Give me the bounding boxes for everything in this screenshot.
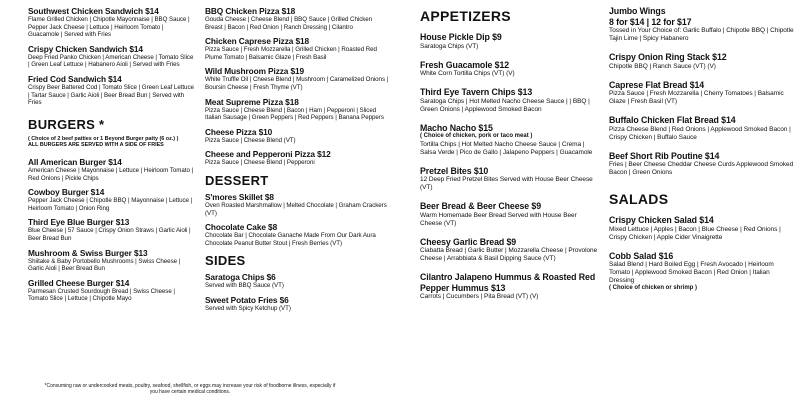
item-name: Macho Nacho $15 bbox=[420, 122, 493, 133]
menu-item-cobb-salad bbox=[609, 251, 795, 293]
menu-item-house-pickle-dip bbox=[420, 32, 600, 51]
item-desc: Pizza Sauce | Cheese Blend | Bacon | Ham | Pepperoni | Sliced Italian Sausage | Green Peppers | Red Peppers | Banana Peppers bbox=[205, 106, 384, 122]
item-name: Beer Bread & Beer Cheese $9 bbox=[420, 201, 542, 211]
menu-item-jumbo-wings bbox=[609, 6, 795, 43]
menu-item-pretzel-bites bbox=[420, 166, 600, 193]
item-name: Cheese and Pepperoni Pizza $12 bbox=[205, 149, 331, 160]
menu-item-smores-skillet bbox=[205, 192, 391, 217]
column-sandwiches-burgers bbox=[28, 6, 196, 308]
item-name: Mushroom & Swiss Burger $13 bbox=[28, 247, 148, 258]
menu-item-southwest-chicken bbox=[28, 6, 196, 39]
menu-item-buffalo-chicken-flat-bread bbox=[609, 115, 795, 142]
item-desc: Crispy Beer Battered Cod | Tomato Slice | Green Leaf Lettuce | Tartar Sauce | Garlic Aioli | Beer Bread Bun | Served with Fries bbox=[28, 83, 194, 107]
item-name: Chicken Caprese Pizza $18 bbox=[205, 36, 310, 47]
item-desc: Ciabatta Bread | Garlic Butter | Mozzarella Cheese | Provolone Cheese | Arrabbiata & Basil Dipping Sauce (VT) bbox=[420, 247, 598, 262]
menu-item-wild-mushroom-pizza bbox=[205, 66, 391, 91]
item-name: House Pickle Dip $9 bbox=[420, 32, 502, 42]
burgers-note-fries: ALL BURGERS ARE SERVED WITH A SIDE OF FRIES bbox=[28, 142, 164, 149]
item-name: Cilantro Jalapeno Hummus & Roasted Red Pepper Hummus $13 bbox=[420, 272, 596, 293]
menu-item-mushroom-swiss bbox=[28, 248, 196, 273]
item-name: Cheese Pizza $10 bbox=[205, 126, 273, 137]
item-desc: Fries | Beer Cheese Cheddar Cheese Curds Applewood Smoked Bacon | Green Onions bbox=[609, 161, 794, 176]
menu-item-meat-supreme-pizza bbox=[205, 97, 391, 122]
menu-item-third-eye-blue bbox=[28, 217, 196, 242]
item-desc: 12 Deep Fried Pretzel Bites Served with House Beer Cheese (VT) bbox=[420, 176, 593, 191]
item-desc: Saratoga Chips (VT) bbox=[420, 42, 479, 50]
menu-item-cowboy-burger bbox=[28, 187, 196, 212]
item-name: Third Eye Tavern Chips $13 bbox=[420, 87, 533, 97]
item-name: Pretzel Bites $10 bbox=[420, 165, 489, 176]
item-name: Buffalo Chicken Flat Bread $14 bbox=[609, 115, 736, 125]
item-desc: White Corn Tortilla Chips (VT) (V) bbox=[420, 70, 515, 77]
item-desc: Shiitake & Baby Portobello Mushrooms | Swiss Cheese | Garlic Aioli | Beer Bread Bun bbox=[28, 257, 181, 273]
item-subnote: ( Choice of chicken, pork or taco meat ) bbox=[420, 133, 533, 139]
foodborne-illness-disclaimer: *Consuming raw or undercooked meats, poultry, seafood, shellfish, or eggs may increase your risk of foodborne illness, especially if you have certain medical conditions. bbox=[44, 383, 336, 395]
menu-item-bbq-chicken-pizza bbox=[205, 6, 391, 31]
item-name: Caprese Flat Bread $14 bbox=[609, 79, 705, 90]
menu-item-caprese-flat-bread bbox=[609, 80, 795, 107]
item-name: Meat Supreme Pizza $18 bbox=[205, 96, 299, 107]
item-desc: Mixed Lettuce | Apples | Bacon | Blue Cheese | Red Onions | Crispy Chicken | Apple Cider Vinaigrette bbox=[609, 225, 781, 241]
item-desc: American Cheese | Mayonnaise | Lettuce | Heirloom Tomato | Red Onions | Pickle Chips bbox=[28, 166, 194, 182]
menu-item-cheese-pepperoni-pizza bbox=[205, 149, 391, 167]
item-name: Wild Mushroom Pizza $19 bbox=[205, 66, 305, 77]
item-desc: Served with Spicy Ketchup (VT) bbox=[205, 304, 291, 312]
item-desc: Parmesan Crusted Sourdough Bread | Swiss Cheese | Tomato Slice | Lettuce | Chipotle Mayo bbox=[28, 287, 175, 303]
menu-item-beer-bread bbox=[420, 201, 600, 228]
item-desc: Blue Cheese | 57 Sauce | Crispy Onion Straws | Garlic Aioli | Beer Bread Bun bbox=[28, 227, 191, 242]
item-desc: Pizza Sauce | Cheese Blend (VT) bbox=[205, 136, 296, 144]
item-name: Jumbo Wings bbox=[609, 6, 666, 16]
item-desc: Pizza Cheese Blend | Red Onions | Applewood Smoked Bacon | Crispy Chicken | Buffalo Sauce bbox=[609, 125, 791, 141]
menu-item-fried-cod bbox=[28, 74, 196, 107]
item-desc: Oven Roasted Marshmallow | Melted Chocolate | Graham Crackers (VT) bbox=[205, 201, 387, 217]
item-desc: Warm Homemade Beer Bread Served with House Beer Cheese (VT) bbox=[420, 211, 577, 227]
item-desc: Flame Grilled Chicken | Chipotle Mayonnaise | BBQ Sauce | Pepper Jack Cheese | Lettuce | Heirloom Tomato | Guacamole | Served with Fries bbox=[28, 16, 190, 39]
item-desc: Tossed in Your Choice of: Garlic Buffalo | Chipotle BBQ | Chipotle Tajin Lime | Spicy Habanero bbox=[609, 27, 794, 42]
item-desc: Served with BBQ Sauce (VT) bbox=[205, 282, 284, 290]
item-desc: Pepper Jack Cheese | Chipotle BBQ | Mayonnaise | Lettuce | Heirloom Tomato | Onion Ring bbox=[28, 197, 193, 212]
menu-item-saratoga-chips bbox=[205, 272, 391, 290]
menu-item-onion-ring-stack bbox=[609, 52, 795, 71]
menu-item-hummus bbox=[420, 272, 600, 301]
menu-item-fresh-guacamole bbox=[420, 60, 600, 79]
item-name: Grilled Cheese Burger $14 bbox=[28, 277, 130, 288]
item-name: Southwest Chicken Sandwich $14 bbox=[28, 6, 159, 16]
item-name: Saratoga Chips $6 bbox=[205, 272, 276, 283]
menu-item-all-american bbox=[28, 157, 196, 182]
menu-item-chocolate-cake bbox=[205, 222, 391, 247]
item-desc: Saratoga Chips | Hot Melted Nacho Cheese Sauce | | BBQ | Green Onions | Applewood Smoked Bacon bbox=[420, 97, 590, 113]
menu-item-chicken-caprese-pizza bbox=[205, 36, 391, 61]
section-title-appetizers: APPETIZERS bbox=[420, 8, 511, 24]
item-name: Crispy Chicken Sandwich $14 bbox=[28, 43, 143, 54]
burgers-note-patty: ( Choice of 2 beef patties or 1 Beyond Burger patty (6 oz.) ) bbox=[28, 135, 179, 142]
item-name: Fresh Guacamole $12 bbox=[420, 59, 510, 70]
item-name: Cowboy Burger $14 bbox=[28, 187, 105, 198]
item-price: 8 for $14 | 12 for $17 bbox=[609, 16, 692, 27]
item-name: Cobb Salad $16 bbox=[609, 250, 674, 261]
section-title-sides: SIDES bbox=[205, 253, 246, 269]
section-title-burgers: BURGERS * bbox=[28, 116, 105, 132]
item-desc: White Truffle Oil | Cheese Blend | Mushroom | Caramelized Onions | Boursin Cheese | Fresh Thyme (VT) bbox=[205, 76, 389, 91]
menu-item-cheesy-garlic-bread bbox=[420, 237, 600, 264]
menu-item-sweet-potato-fries bbox=[205, 295, 391, 313]
item-name: S'mores Skillet $8 bbox=[205, 191, 274, 202]
item-name: BBQ Chicken Pizza $18 bbox=[205, 6, 296, 16]
item-name: Chocolate Cake $8 bbox=[205, 222, 278, 233]
item-desc: Salad Blend | Hard Boiled Egg | Fresh Avocado | Heirloom Tomato | Applewood Smoked Bacon | Red Onion | Italian Dressing bbox=[609, 261, 774, 284]
item-name: Cheesy Garlic Bread $9 bbox=[420, 236, 517, 247]
item-desc: Chocolate Bar | Chocolate Ganache Made From Our Dark Aura Chocolate Peanut Butter Stout | Fresh Berries (VT) bbox=[205, 232, 376, 247]
menu-item-third-eye-tavern-chips bbox=[420, 87, 600, 114]
menu-item-macho-nacho bbox=[420, 123, 600, 157]
item-name: All American Burger $14 bbox=[28, 156, 122, 167]
section-title-dessert: DESSERT bbox=[205, 172, 269, 188]
item-subnote: ( Choice of chicken or shrimp ) bbox=[609, 285, 698, 291]
item-desc: Tortilla Chips | Hot Melted Nacho Cheese Sauce | Crema | Salsa Verde | Pico de Gallo | Jalapeno Peppers | Guacamole bbox=[420, 140, 593, 156]
section-title-salads: SALADS bbox=[609, 191, 669, 207]
item-name: Beef Short Rib Poutine $14 bbox=[609, 150, 720, 161]
item-desc: Gouda Cheese | Cheese Blend | BBQ Sauce | Grilled Chicken Breast | Bacon | Red Onion | Ranch Dressing | Cilantro bbox=[205, 16, 373, 31]
item-desc: Carrots | Cucumbers | Pita Bread (VT) (V) bbox=[420, 293, 539, 300]
item-name: Third Eye Blue Burger $13 bbox=[28, 217, 130, 228]
item-name: Crispy Chicken Salad $14 bbox=[609, 215, 714, 225]
item-name: Fried Cod Sandwich $14 bbox=[28, 73, 122, 84]
item-desc: Pizza Sauce | Fresh Mozzarella | Grilled Chicken | Roasted Red Plume Tomato | Balsamic Glaze | Fresh Basil bbox=[205, 46, 377, 61]
item-desc: Pizza Sauce | Cheese Blend | Pepperoni bbox=[205, 159, 315, 167]
menu-item-short-rib-poutine bbox=[609, 151, 795, 178]
item-desc: Deep Fried Panko Chicken | American Cheese | Tomato Slice | Green Leaf Lettuce | Habanero Aioli | Served with Fries bbox=[28, 53, 194, 69]
item-name: Sweet Potato Fries $6 bbox=[205, 294, 289, 305]
column-wings-flatbreads-salads bbox=[609, 6, 795, 298]
item-desc: Chipotle BBQ | Ranch Sauce (VT) (V) bbox=[609, 62, 716, 70]
column-appetizers bbox=[420, 6, 600, 306]
item-desc: Pizza Sauce | Fresh Mozzarella | Cherry Tomatoes | Balsamic Glaze | Fresh Basil (VT) bbox=[609, 90, 784, 105]
column-pizza-dessert-sides bbox=[205, 6, 391, 318]
menu-item-crispy-chicken-sandwich bbox=[28, 44, 196, 69]
menu-item-grilled-cheese-burger bbox=[28, 278, 196, 303]
item-name: Crispy Onion Ring Stack $12 bbox=[609, 52, 727, 62]
menu-item-cheese-pizza bbox=[205, 127, 391, 145]
menu-item-crispy-chicken-salad bbox=[609, 215, 795, 242]
